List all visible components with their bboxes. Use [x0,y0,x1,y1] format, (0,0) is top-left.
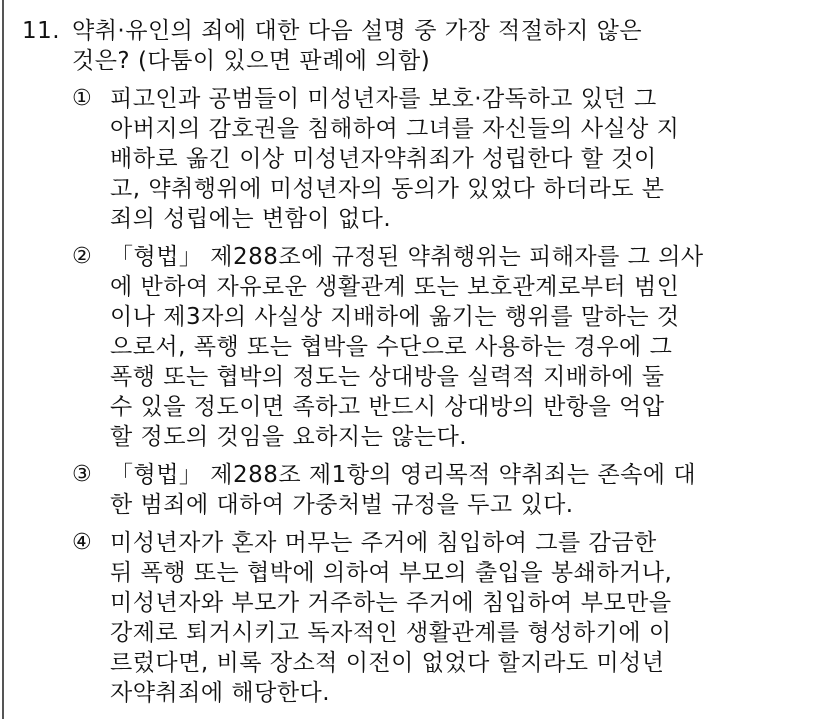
option-text-line: 으로서, 폭행 또는 협박을 수단으로 사용하는 경우에 그 [110,334,673,360]
option-text-line: 아버지의 감호권을 침해하여 그녀를 자신들의 사실상 지 [110,116,680,142]
option-text-line: 수 있을 정도이면 족하고 반드시 상대방의 반항을 억압 [110,394,665,420]
frame-border [2,0,4,719]
option-marker: ② [72,244,92,269]
option-1[interactable] [72,84,812,234]
option-text-line: 고, 약취행위에 미성년자의 동의가 있었다 하더라도 본 [110,176,665,202]
option-text-line: 죄의 성립에는 변함이 없다. [110,206,392,232]
option-text-line: 배하로 옮긴 이상 미성년자약취죄가 성립한다 할 것이 [110,146,657,172]
option-text-line: 미성년자가 혼자 머무는 주거에 침입하여 그를 감금한 [110,530,657,556]
question-text-line: 것은? (다툼이 있으면 판례에 의함) [72,48,431,74]
option-marker: ③ [72,462,92,487]
option-marker: ① [72,86,92,111]
option-text-line: 피고인과 공범들이 미성년자를 보호·감독하고 있던 그 [110,86,657,112]
option-text-line: 이나 제3자의 사실상 지배하에 옮기는 행위를 말하는 것 [110,304,680,330]
question-stem [22,16,812,76]
option-2[interactable] [72,242,812,452]
question-text-line: 약취·유인의 죄에 대한 다음 설명 중 가장 적절하지 않은 [72,18,643,44]
option-3[interactable] [72,460,812,520]
option-text-line: 「형법」 제288조 제1항의 영리목적 약취죄는 존속에 대 [110,462,697,488]
option-4[interactable] [72,528,812,708]
option-text-line: 할 정도의 것임을 요하지는 않는다. [110,424,468,450]
option-text-line: 미성년자와 부모가 거주하는 주거에 침입하여 부모만을 [110,590,672,616]
option-text-line: 에 반하여 자유로운 생활관계 또는 보호관계로부터 범인 [110,274,680,300]
option-marker: ④ [72,530,92,555]
question-block [22,16,812,708]
option-text-line: 한 범죄에 대하여 가중처벌 규정을 두고 있다. [110,492,574,518]
option-text-line: 강제로 퇴거시키고 독자적인 생활관계를 형성하기에 이 [110,620,672,646]
option-text-line: 자약취죄에 해당한다. [110,680,331,706]
option-text-line: 뒤 폭행 또는 협박에 의하여 부모의 출입을 봉쇄하거나, [110,560,673,586]
option-text-line: 「형법」 제288조에 규정된 약취행위는 피해자를 그 의사 [110,244,704,270]
option-text-line: 폭행 또는 협박의 정도는 상대방을 실력적 지배하에 둘 [110,364,665,390]
option-text-line: 르렀다면, 비록 장소적 이전이 없었다 할지라도 미성년 [110,650,665,676]
question-number: 11. [22,18,61,44]
